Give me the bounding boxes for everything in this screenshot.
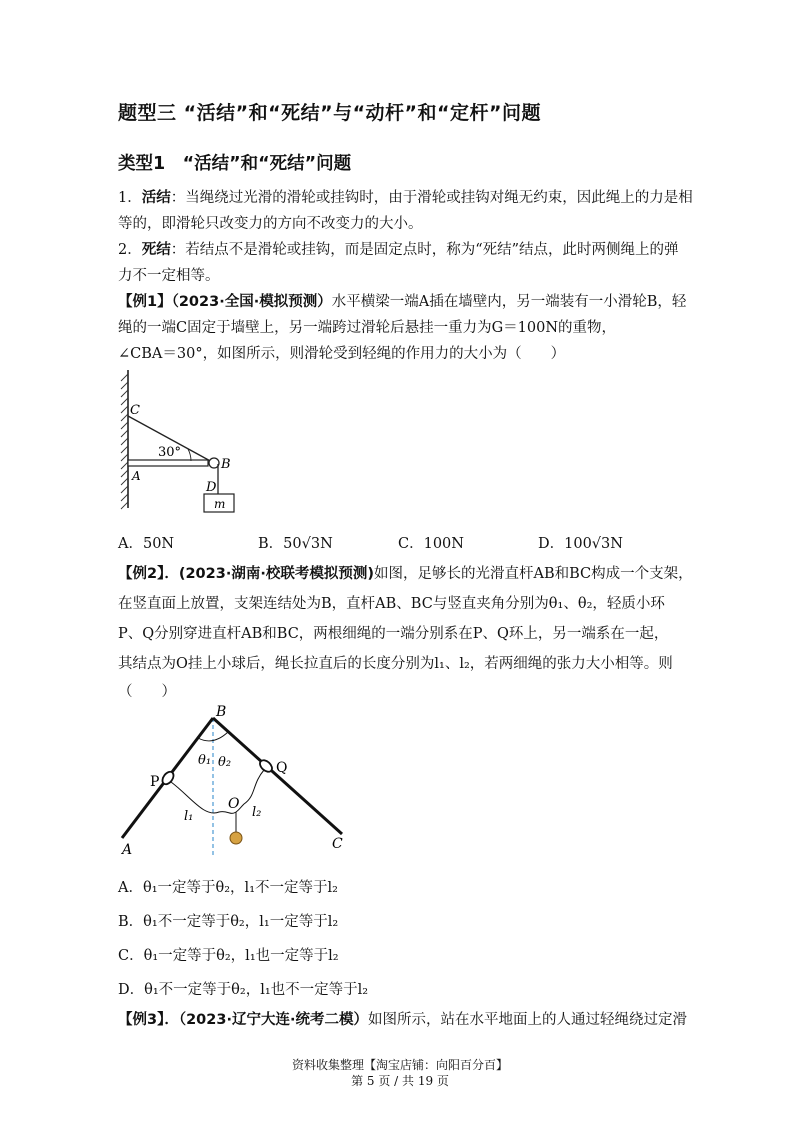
example2-line4: 其结点为O挂上小球后，绳长拉直后的长度分别为l₁、l₂，若两细绳的张力大小相等。则 bbox=[118, 656, 673, 672]
fig2-theta2: θ₂ bbox=[218, 755, 232, 770]
point-2-line1: 2．死结：若结点不是滑轮或挂钩，而是固定点时，称为“死结”结点，此时两侧绳上的弹 bbox=[118, 242, 679, 258]
example2-tag: 【例2】 bbox=[118, 566, 165, 582]
fig2-label-p: P bbox=[150, 774, 160, 790]
fig2-label-a: A bbox=[122, 842, 133, 858]
fig2-label-b: B bbox=[216, 704, 227, 720]
point-1-line1: 1．活结：当绳绕过光滑的滑轮或挂钩时，由于滑轮或挂钩对绳无约束，因此绳上的力是相 bbox=[118, 190, 693, 206]
subsection-title: 类型1 “活结”和“死结”问题 bbox=[118, 154, 352, 174]
example2-option-d[interactable]: D．θ₁不一定等于θ₂，l₁也不一定等于l₂ bbox=[118, 982, 369, 998]
fig1-label-d: D bbox=[206, 480, 217, 495]
fig2-theta1: θ₁ bbox=[198, 753, 212, 768]
example3-tag: 【例3】 bbox=[118, 1012, 165, 1028]
example2-line1: 【例2】．(2023·湖南·校联考模拟预测)如图，足够长的光滑直杆AB和BC构成一个支架， bbox=[118, 566, 693, 582]
section-title: 题型三 “活结”和“死结”与“动杆”和“定杆”问题 bbox=[118, 102, 542, 124]
term-dead-knot: 死结 bbox=[141, 242, 171, 258]
point-1-line2: 等的，即滑轮只改变力的方向不改变力的大小。 bbox=[118, 216, 423, 232]
term-active-knot: 活结 bbox=[141, 190, 171, 206]
example1-source: （2023·全国·模拟预测） bbox=[171, 294, 332, 310]
fig2-label-q: Q bbox=[276, 760, 288, 776]
fig1-angle-label: 30° bbox=[158, 445, 182, 460]
example3-line1: 【例3】．（2023·辽宁大连·统考二模）如图所示，站在水平地面上的人通过轻绳绕过定滑 bbox=[118, 1012, 687, 1028]
fig2-label-o: O bbox=[228, 796, 240, 812]
fig1-mass-label: m bbox=[214, 497, 226, 511]
example2-option-a[interactable]: A．θ₁一定等于θ₂，l₁不一定等于l₂ bbox=[118, 880, 338, 896]
example2-figure bbox=[112, 700, 362, 860]
fig1-label-a: A bbox=[132, 469, 141, 483]
example1-option-c[interactable]: C．100N bbox=[398, 536, 464, 552]
example1-tag: 【例1】 bbox=[118, 294, 172, 310]
example1-option-b[interactable]: B．50√3N bbox=[258, 536, 333, 552]
fig2-l1: l₁ bbox=[184, 809, 194, 824]
example2-option-b[interactable]: B．θ₁不一定等于θ₂，l₁一定等于l₂ bbox=[118, 914, 339, 930]
example1-option-a[interactable]: A．50N bbox=[118, 536, 175, 552]
example1-option-d[interactable]: D．100√3N bbox=[538, 536, 623, 552]
example1-line1: 【例1】（2023·全国·模拟预测）水平横梁一端A插在墙壁内，另一端装有一小滑轮B，轻 bbox=[118, 294, 687, 310]
example1-line3: ∠CBA＝30°，如图所示，则滑轮受到轻绳的作用力的大小为（ ） bbox=[118, 346, 566, 362]
fig2-l2: l₂ bbox=[252, 805, 262, 820]
example2-line3: P、Q分别穿进直杆AB和BC，两根细绳的一端分别系在P、Q环上，另一端系在一起， bbox=[118, 626, 669, 642]
fig1-label-b: B bbox=[221, 457, 231, 472]
example2-line5: （ ） bbox=[118, 684, 176, 700]
example3-source: ．（2023·辽宁大连·统考二模） bbox=[164, 1012, 368, 1028]
point-2-line2: 力不一定相等。 bbox=[118, 268, 220, 284]
example2-source: ．(2023·湖南·校联考模拟预测) bbox=[164, 566, 374, 582]
example1-line2: 绳的一端C固定于墙壁上，另一端跨过滑轮后悬挂一重力为G＝100N的重物， bbox=[118, 320, 617, 336]
footer-page-number: 第 5 页 / 共 19 页 bbox=[351, 1074, 449, 1088]
example2-option-c[interactable]: C．θ₁一定等于θ₂，l₁也一定等于l₂ bbox=[118, 948, 339, 964]
example1-figure bbox=[118, 368, 258, 518]
footer-source: 资料收集整理【淘宝店铺：向阳百分百】 bbox=[291, 1058, 508, 1072]
fig2-label-c: C bbox=[332, 836, 343, 852]
example2-line2: 在竖直面上放置，支架连结处为B，直杆AB、BC与竖直夹角分别为θ₁、θ₂，轻质小环 bbox=[118, 596, 665, 612]
fig1-label-c: C bbox=[130, 403, 140, 418]
